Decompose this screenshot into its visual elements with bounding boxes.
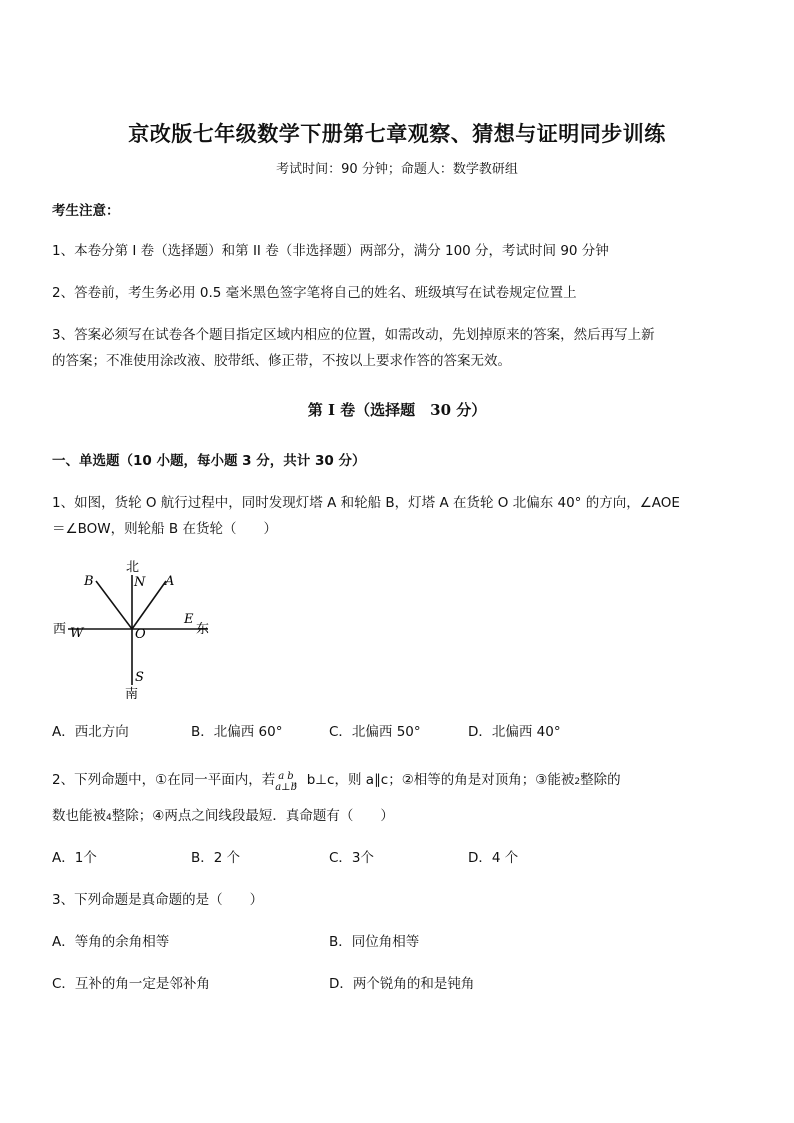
exam-info: 考试时间：90 分钟；命题人：数学教研组 (276, 162, 518, 177)
label-n: N (134, 575, 146, 590)
q2-number-2: 2 (574, 777, 581, 787)
notice-heading: 考生注意： (52, 203, 120, 219)
q2-text-a: 2、下列命题中，①在同一平面内，若 (52, 772, 276, 788)
label-e: E (184, 612, 194, 627)
q1-option-a: A．西北方向 (52, 724, 129, 740)
notice-item-3-line1: 3、答案必须写在试卷各个题目指定区域内相应的位置，如需改动，先划掉原来的答案，然后再写上新 (52, 327, 655, 343)
notice-item-3-line2: 的答案；不准使用涂改液、胶带纸、修正带，不按以上要求作答的答案无效。 (52, 353, 511, 369)
q2-text-e: 整除；④两点之间线段最短．真命题有（ ） (111, 808, 394, 824)
label-north: 北 (126, 560, 140, 575)
page-title: 京改版七年级数学下册第七章观察、猜想与证明同步训练 (128, 121, 666, 146)
compass-figure (48, 555, 228, 705)
q1-option-c: C．北偏西 50° (329, 724, 421, 740)
label-a: A (165, 574, 175, 589)
label-s: S (135, 670, 144, 685)
question-1-line1: 1、如图，货轮 O 航行过程中，同时发现灯塔 A 和轮船 B，灯塔 A 在货轮 O 北偏东 40° 的方向，∠AOE (52, 495, 680, 511)
q2-perp-notation (275, 770, 297, 793)
section-title: 第 I 卷（选择题 30 分） (307, 401, 487, 419)
q3-option-a: A．等角的余角相等 (52, 934, 170, 950)
q2-text-b: ，b⊥c，则 a∥c；②相等的角是对顶角；③能被 (293, 772, 575, 788)
q1-option-b: B．北偏西 60° (191, 724, 283, 740)
q2-frac-mid: b (287, 771, 294, 782)
q1-option-d: D．北偏西 40° (468, 724, 561, 740)
q2-option-c: C．3个 (329, 850, 375, 866)
label-east: 东 (196, 622, 210, 637)
notice-item-1: 1、本卷分第 I 卷（选择题）和第 II 卷（非选择题）两部分，满分 100 分，考试时间 90 分钟 (52, 243, 609, 259)
q2-number-4: 4 (106, 813, 112, 823)
label-west: 西 (53, 622, 67, 637)
q2-text-d: 数也能被 (52, 808, 106, 824)
label-b: B (84, 574, 94, 589)
q2-option-b: B．2 个 (191, 850, 241, 866)
ray-ob (96, 581, 132, 629)
question-3-line1: 3、下列命题是真命题的是（ ） (52, 892, 264, 908)
label-w: W (70, 626, 84, 641)
question-2-line2 (52, 806, 394, 828)
question-2-line1 (52, 770, 621, 792)
label-o: O (135, 627, 146, 642)
label-south: 南 (125, 687, 139, 702)
q2-frac-bottom: a⊥b (275, 782, 297, 793)
q2-frac-top: a (278, 771, 285, 782)
part-heading: 一、单选题（10 小题，每小题 3 分，共计 30 分） (52, 453, 366, 469)
q3-option-d: D．两个锐角的和是钝角 (329, 976, 475, 992)
q3-option-b: B．同位角相等 (329, 934, 420, 950)
q2-option-a: A．1个 (52, 850, 97, 866)
question-1-line2: ＝∠BOW，则轮船 B 在货轮（ ） (52, 521, 277, 537)
q2-option-d: D．4 个 (468, 850, 519, 866)
q2-text-c: 整除的 (580, 772, 621, 788)
notice-item-2: 2、答卷前，考生务必用 0.5 毫米黑色签字笔将自己的姓名、班级填写在试卷规定位置上 (52, 285, 577, 301)
q3-option-c: C．互补的角一定是邻补角 (52, 976, 210, 992)
